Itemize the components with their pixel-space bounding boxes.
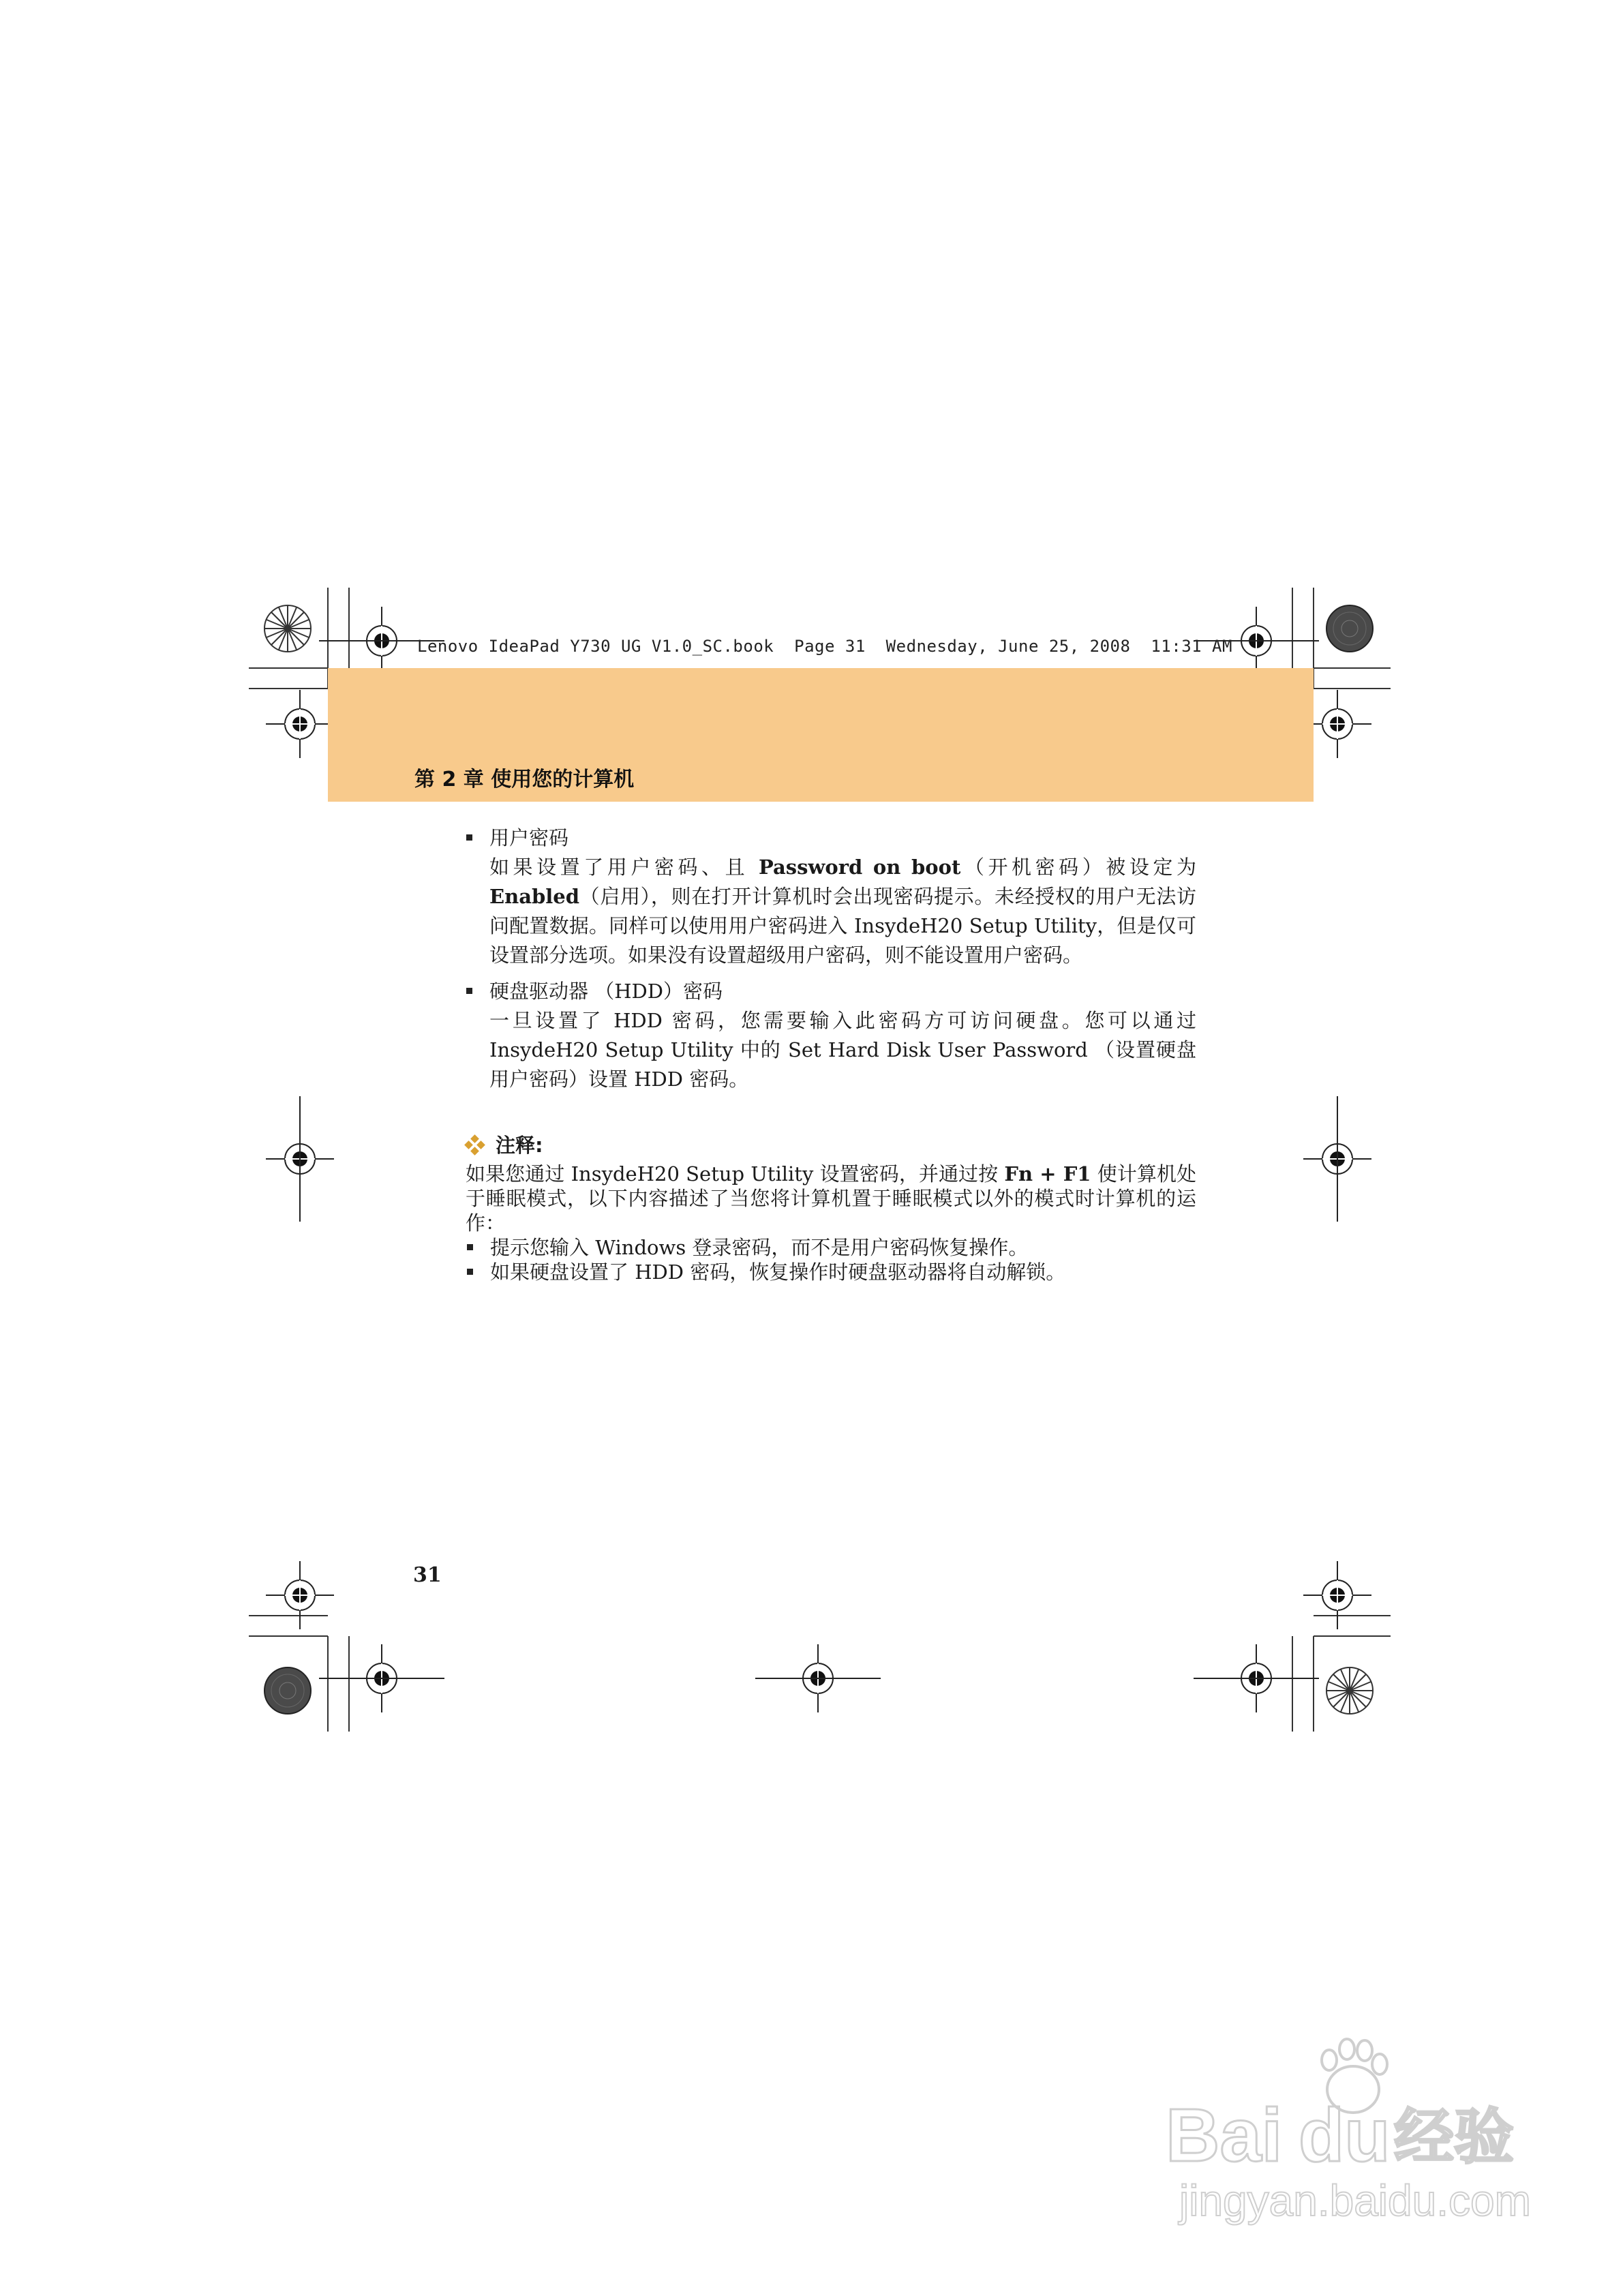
- item-body: 一旦设置了 HDD 密码，您需要输入此密码方可访问硬盘。您可以通过 InsydeH20 Setup Utility 中的 Set Hard Disk User Password （设置硬盘用户密码）设置 HDD 密码。: [489, 1009, 1196, 1091]
- item-title: 用户密码: [489, 826, 569, 849]
- main-content: [464, 824, 1196, 1094]
- body-text: 如果您通过 InsydeH20 Setup Utility 设置密码，并通过按: [466, 1162, 1005, 1185]
- keyword-enabled: Enabled: [489, 885, 580, 908]
- square-bullet-icon: [466, 988, 472, 994]
- four-diamond-icon: [466, 1136, 485, 1155]
- note-list-item: [466, 1260, 1196, 1284]
- watermark-cn: 经验: [1394, 2102, 1515, 2172]
- watermark-brand: Bai: [1166, 2094, 1283, 2177]
- square-bullet-icon: [466, 834, 472, 841]
- square-bullet-icon: [467, 1244, 473, 1250]
- note-item-text: 提示您输入 Windows 登录密码，而不是用户密码恢复操作。: [490, 1236, 1029, 1259]
- baidu-jingyan-watermark: [1159, 2018, 1541, 2236]
- chapter-title: 第 2 章 使用您的计算机: [414, 768, 635, 791]
- list-item-user-password: [464, 824, 1196, 970]
- keyword-fn-f1: Fn + F1: [1004, 1162, 1091, 1185]
- note-section: [466, 1129, 1196, 1284]
- list-item-hdd-password: [464, 977, 1196, 1094]
- page-number: 31: [413, 1563, 442, 1587]
- body-text: 如果设置了用户密码、且: [489, 856, 759, 879]
- note-heading-text: 注释:: [496, 1134, 543, 1157]
- note-list-item: [466, 1235, 1196, 1260]
- note-heading: [466, 1129, 1196, 1162]
- keyword-password-on-boot: Password on boot: [758, 856, 961, 879]
- note-item-text: 如果硬盘设置了 HDD 密码，恢复操作时硬盘驱动器将自动解锁。: [490, 1260, 1066, 1284]
- body-text: （开机密码）被设定为: [960, 856, 1196, 879]
- watermark-url: jingyan.baidu.com: [1179, 2176, 1531, 2225]
- watermark-brand-tail: du: [1299, 2094, 1391, 2177]
- body-text: 使计算机处于睡眠模式，以下内容描述了当您将计算机置于睡眠模式以外的模式时计算机的运作：: [466, 1162, 1197, 1235]
- item-body: [489, 853, 1196, 970]
- file-stamp: Lenovo IdeaPad Y730 UG V1.0_SC.book Page 31 Wednesday, June 25, 2008 11:31 AM: [417, 637, 1232, 656]
- note-body: [466, 1162, 1196, 1235]
- square-bullet-icon: [467, 1269, 473, 1275]
- body-text: （启用），则在打开计算机时会出现密码提示。未经授权的用户无法访问配置数据。同样可以使用用户密码进入 InsydeH20 Setup Utility，但是仅可设置部分选项。如果没有设置超级用户密码，则不能设置用户密码。: [489, 885, 1196, 967]
- item-title: 硬盘驱动器 （HDD）密码: [489, 980, 723, 1003]
